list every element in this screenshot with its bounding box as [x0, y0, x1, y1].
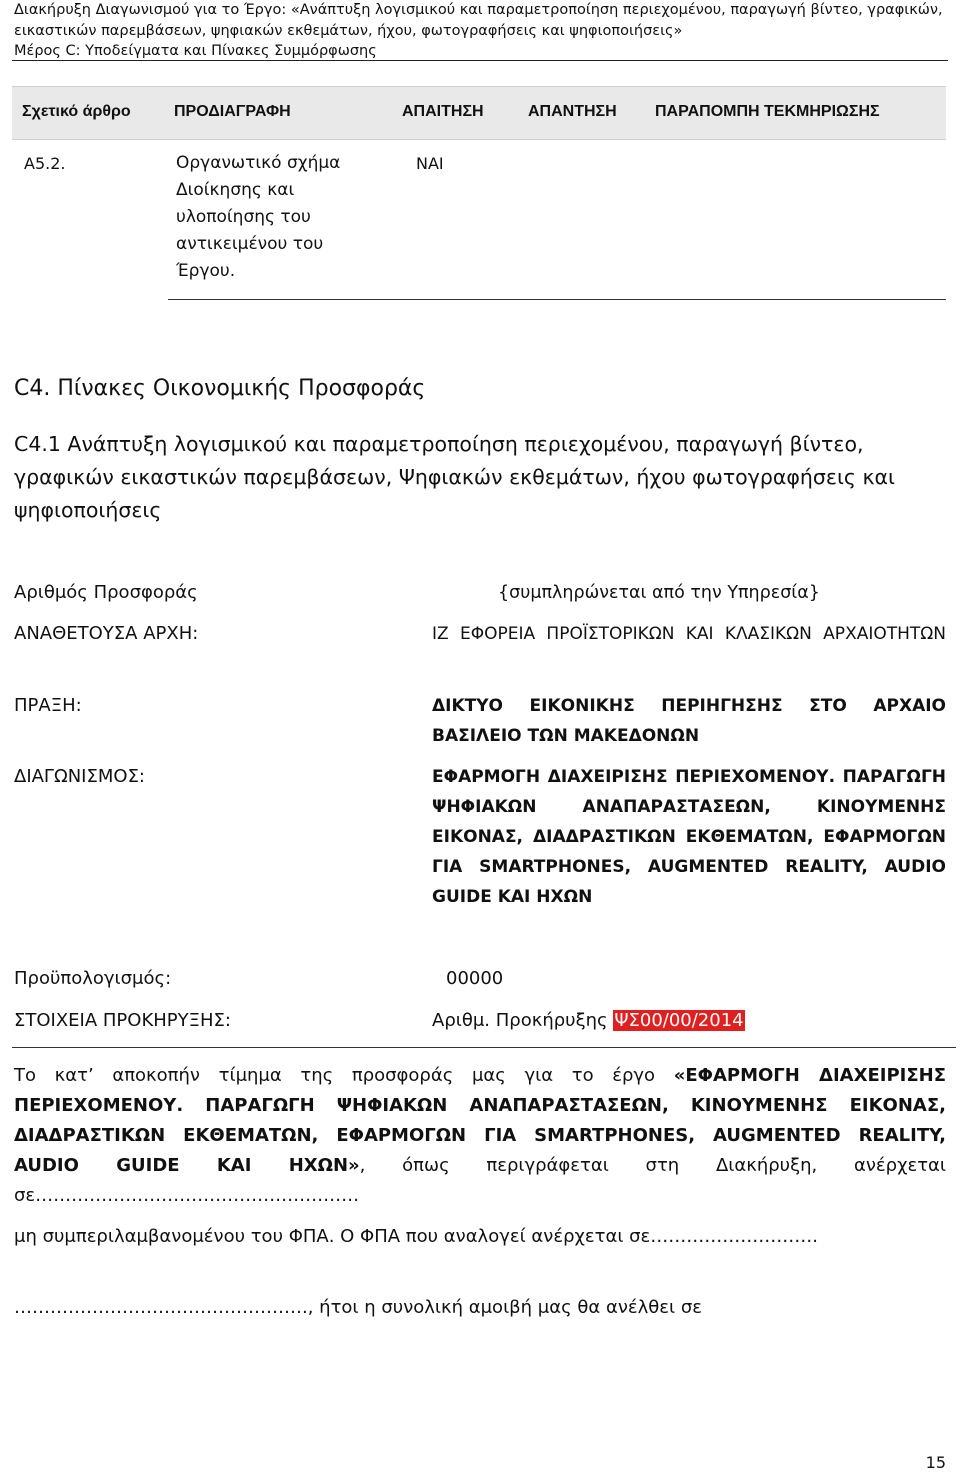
col-header-article: Σχετικό άρθρο: [22, 103, 131, 120]
authority-text: ΙΖ ΕΦΟΡΕΙΑ ΠΡΟΪΣΤΟΡΙΚΩΝ ΚΑΙ ΚΛΑΣΙΚΩΝ ΑΡΧΑΙΟΤΗΤΩΝ: [432, 624, 946, 644]
page-number: 15: [925, 1453, 946, 1472]
offer-number-label: Αριθμός Προσφοράς: [14, 582, 198, 603]
notice-label: ΣΤΟΙΧΕΙΑ ΠΡΟΚΗΡΥΞΗΣ:: [14, 1010, 231, 1031]
authority-label: ΑΝΑΘΕΤΟΥΣΑ ΑΡΧΗ:: [14, 623, 199, 644]
action-value: ΔΙΚΤΥΟ ΕΙΚΟΝΙΚΗΣ ΠΕΡΙΗΓΗΣΗΣ ΣΤΟ ΑΡΧΑΙΟ ΒΑΣΙΛΕΙΟ ΤΩΝ ΜΑΚΕΔΟΝΩΝ: [432, 696, 946, 746]
notice-prefix: Αριθμ. Προκήρυξης: [432, 1010, 608, 1031]
running-header: [14, 0, 944, 62]
spec-line: Έργου.: [176, 261, 236, 281]
spec-line: Οργανωτικό σχήμα: [176, 153, 341, 173]
p1-end: , όπως περιγράφεται στη Διακήρυξη, ανέρχεται σε………………………………………………: [14, 1155, 947, 1206]
total-paragraph: …………………………………………., ήτοι η συνολική αμοιβή μας θα ανέλθει σε: [14, 1297, 702, 1318]
action-label: ΠΡΑΞΗ:: [14, 695, 82, 716]
section-subtitle: C4.1 Ανάπτυξη λογισμικού και παραμετροποίηση περιεχομένου, παραγωγή βίντεο, γραφικών εικαστικών παρεμβάσεων, Ψηφιακών εκθεμάτων, ήχου φωτογραφήσεις και ψηφιοποιήσεις: [14, 432, 895, 522]
table-bottom-border: [168, 299, 946, 300]
authority-value: [432, 619, 946, 649]
notice-code: ΨΣ00/00/2014: [614, 1010, 744, 1031]
tender-label: ΔΙΑΓΩΝΙΣΜΟΣ:: [14, 766, 146, 787]
spec-line: Διοίκησης και: [176, 180, 295, 200]
col-header-answer: ΑΠΑΝΤΗΣΗ: [528, 103, 617, 120]
col-header-reference: ΠΑΡΑΠΟΜΠΗ ΤΕΚΜΗΡΙΩΣΗΣ: [655, 103, 880, 120]
section-title: C4. Πίνακες Οικονομικής Προσφοράς: [14, 376, 426, 401]
col-header-spec: ΠΡΟΔΙΑΓΡΑΦΗ: [174, 103, 291, 120]
vat-paragraph: μη συμπεριλαμβανομένου του ΦΠΑ. Ο ΦΠΑ που αναλογεί ανέρχεται σε……………………….: [14, 1226, 818, 1247]
price-paragraph: [14, 1061, 946, 1211]
col-header-requirement: ΑΠΑΙΤΗΣΗ: [402, 103, 484, 120]
budget-value: 00000: [446, 968, 504, 989]
cell-spec: [176, 150, 386, 285]
cell-article: Α5.2.: [24, 154, 66, 173]
tender-value: ΕΦΑΡΜΟΓΗ ΔΙΑΧΕΙΡΙΣΗΣ ΠΕΡΙΕΧΟΜΕΝΟΥ. ΠΑΡΑΓΩΓΗ ΨΗΦΙΑΚΩΝ ΑΝΑΠΑΡΑΣΤΑΣΕΩΝ, ΚΙΝΟΥΜΕΝΗΣ ΕΙΚΟΝΑΣ, ΔΙΑΔΡΑΣΤΙΚΩΝ ΕΚΘΕΜΑΤΩΝ, ΕΦΑΡΜΟΓΩΝ ΓΙΑ SMARTPHONES, AUGMENTED REALITY, AUDIO GUIDE ΚΑΙ ΗΧΩΝ: [432, 767, 946, 907]
header-title: Διακήρυξη Διαγωνισμού για το Έργο: «Ανάπτυξη λογισμικού και παραμετροποίηση περιεχομένου, παραγωγή βίντεο, γραφικών, εικαστικών παρεμβάσεων, ψηφιακών εκθεμάτων, ήχου, φωτογραφήσεις και ψηφιοποιήσεις»: [14, 2, 943, 39]
cell-requirement: ΝΑΙ: [416, 154, 444, 173]
notice-value: [432, 1006, 745, 1036]
header-part: Μέρος C: Υποδείγματα και Πίνακες Συμμόρφωσης: [14, 43, 377, 59]
header-divider: [12, 60, 948, 61]
spec-line: υλοποίησης του: [176, 207, 311, 227]
p1-start: Το κατ’ αποκοπήν τίμημα της προσφοράς μας για το έργο: [14, 1065, 674, 1086]
table-header-row: [12, 86, 946, 140]
p1-project-name: «ΕΦΑΡΜΟΓΗ ΔΙΑΧΕΙΡΙΣΗΣ ΠΕΡΙΕΧΟΜΕΝΟΥ. ΠΑΡΑΓΩΓΗ ΨΗΦΙΑΚΩΝ ΑΝΑΠΑΡΑΣΤΑΣΕΩΝ, ΚΙΝΟΥΜΕΝΗΣ ΕΙΚΟΝΑΣ, ΔΙΑΔΡΑΣΤΙΚΩΝ ΕΚΘΕΜΑΤΩΝ, ΕΦΑΡΜΟΓΩΝ ΓΙΑ SMARTPHONES, AUGMENTED REALITY, AUDIO GUIDE ΚΑΙ ΗΧΩΝ»: [14, 1065, 946, 1176]
spec-line: αντικειμένου του: [176, 234, 324, 254]
budget-label: Προϋπολογισμός:: [14, 968, 172, 989]
section-divider: [12, 1047, 956, 1048]
offer-number-value: {συμπληρώνεται από την Υπηρεσία}: [498, 583, 820, 603]
